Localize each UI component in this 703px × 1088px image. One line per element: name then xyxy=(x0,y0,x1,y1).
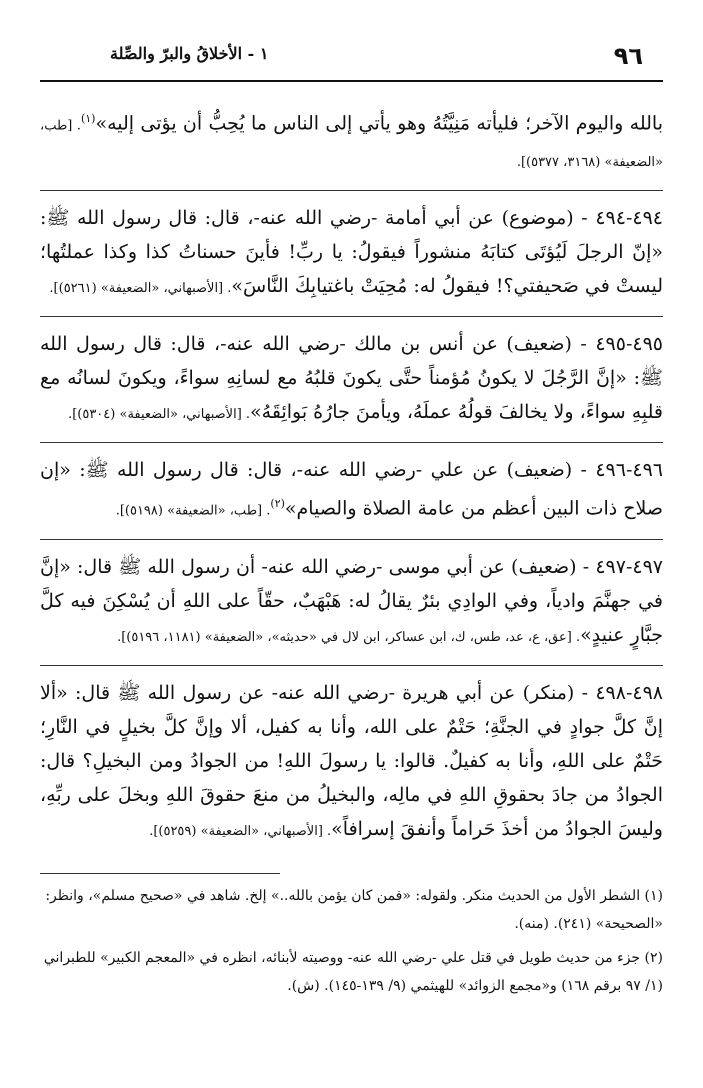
entry-source: . [عق، ع، عد، طس، ك، ابن عساكر، ابن لال في «حديثه»، «الضعيفة» (١١٨١، ٥١٩٦)]. xyxy=(117,629,581,645)
entry-separator xyxy=(40,190,663,191)
entry-continuation xyxy=(40,96,663,186)
page-number: ٩٦ xyxy=(613,42,643,70)
footnote: (٢) جزء من حديث طويل في قتل علي -رضي الله عنه- ووصيته لأبنائه، انظره في «المعجم الكبير» للطبراني (١/ ٩٧ برقم ١٦٨) و«مجمع الزوائد» للهيثمي (٩/ ١٣٩-١٤٥). (ش). xyxy=(43,949,663,994)
footnote: (١) الشطر الأول من الحديث منكر. ولقوله: «فمن كان يؤمن بالله..» إلخ. شاهد في «صحيح مسلم»، وانظر: «الصحيحة» (٢٤١). (منه). xyxy=(45,887,663,932)
entry-source: . [طب، «الضعيفة» (٥١٩٨)]. xyxy=(115,503,271,519)
hadith-entry xyxy=(40,544,663,661)
hadith-entry xyxy=(40,670,663,855)
entry-text: ٤٩٤-٤٩٤ - (موضوع) عن أبي أمامة -رضي الله عنه-، قال: قال رسول الله ﷺ: «إنّ الرجلَ لَيُؤتَى كتابَهُ منشوراً فيقولُ: يا ربِّ! فأينَ حسناتُ كذا وكذا عملتُها؛ ليستْ في صَحيفتي؟! فيقولُ له: مُحِيَتْ باغتيابِكَ النَّاسَ» xyxy=(40,207,663,298)
entry-separator xyxy=(40,665,663,666)
entry-text: ٤٩٨-٤٩٨ - (منكر) عن أبي هريرة -رضي الله عنه- عن رسول الله ﷺ قال: «ألا إنَّ كلَّ جوادٍ في الجنَّةِ؛ حَتْمٌ على الله، وأنا به كفيل، ألا وإنَّ كلَّ بخيلٍ في النَّارِ؛ حَتْمٌ على اللهِ، وأنا به كفيلٌ. قالوا: يا رسولَ اللهِ! من الجوادُ ومن البخيلِ؟ قال: الجوادُ من جادَ بحقوقِ اللهِ في مالِه، والبخيلُ من منعَ حقوقَ اللهِ وبخلَ على ربِّهِ، وليسَ الجوادُ من أخذَ حَراماً وأنفقَ إسرافاً» xyxy=(40,681,663,840)
entry-text: ٤٩٥-٤٩٥ - (ضعيف) عن أنس بن مالك -رضي الله عنه-، قال: قال رسول الله ﷺ: «إنَّ الرَّجُلَ لا يكونُ مُؤمناً حتَّى يكونَ قلبُهُ مع لسانِهِ سواءً، ويكونَ لسانُه مع قلبِهِ سواءً، ولا يخالفَ قولُهُ عملَهُ، ويأمنَ جارُهُ بَوائِقَهُ» xyxy=(40,333,663,424)
entry-separator xyxy=(40,539,663,540)
main-text xyxy=(40,96,663,855)
entry-source: . [الأصبهاني، «الضعيفة» (٥٣٠٤)]. xyxy=(68,407,251,423)
hadith-entry xyxy=(40,195,663,312)
hadith-entry xyxy=(40,447,663,534)
entry-source: . [الأصبهاني، «الضعيفة» (٥٢٥٩)]. xyxy=(149,823,332,839)
page-header xyxy=(40,40,663,82)
entry-source: . [الأصبهاني، «الضعيفة» (٥٢٦١)]. xyxy=(49,281,232,297)
footnote-marker: (٢) xyxy=(270,497,285,511)
entry-text: ٤٩٦-٤٩٦ - (ضعيف) عن علي -رضي الله عنه-، قال: قال رسول الله ﷺ: «إن صلاح ذات البين أعظم من عامة الصلاة والصيام» xyxy=(40,459,663,520)
entry-text: بالله واليوم الآخر؛ فليأته مَنِيَّتُهُ وهو يأتي إلى الناس ما يُحِبُّ أن يؤتى إليه» xyxy=(95,112,663,135)
entry-source: . [طب، «الضعيفة» (٣١٦٨، ٥٣٧٧)]. xyxy=(40,118,663,171)
entry-text: ٤٩٧-٤٩٧ - (ضعيف) عن أبي موسى -رضي الله عنه- أن رسول الله ﷺ قال: «إنَّ في جهنَّمَ وادياً، وفي الوادِي بئرٌ يقالُ له: هَبْهَبٌ، حقّاً على اللهِ أن يُسْكِنَ فيه كلَّ جبَّارٍ عنيدٍ» xyxy=(40,555,663,646)
running-head: ١ - الأخلاقُ والبرّ والصِّلة xyxy=(110,44,269,63)
hadith-entry xyxy=(40,321,663,438)
footnote-marker: (١) xyxy=(80,112,96,125)
entry-separator xyxy=(40,442,663,443)
entry-separator xyxy=(40,316,663,317)
footnotes xyxy=(40,873,663,1000)
footnote-rule xyxy=(40,873,280,874)
